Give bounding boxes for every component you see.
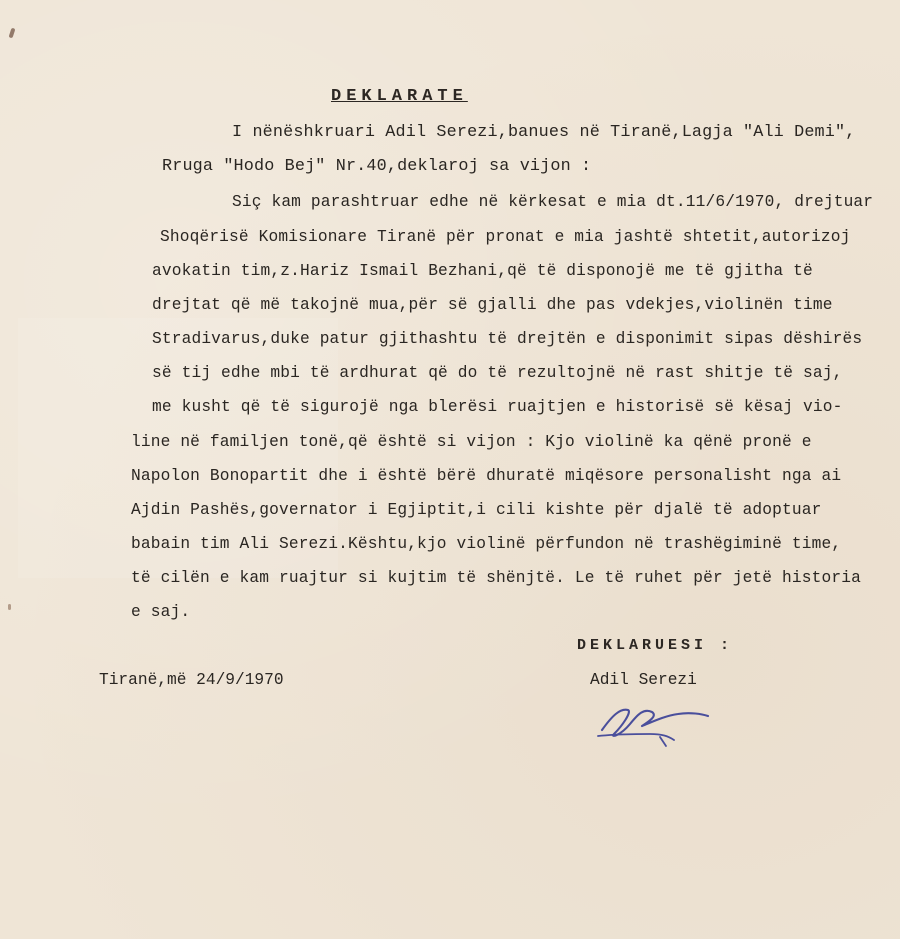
body-line: Ajdin Pashës,governator i Egjiptit,i cili kishte për djalë të adoptuar — [131, 501, 822, 519]
body-line: Rruga "Hodo Bej" Nr.40,deklaroj sa vijon : — [162, 157, 592, 176]
body-line: Napolon Bonopartit dhe i është bërë dhuratë miqësore personalisht nga ai — [131, 467, 842, 485]
body-line: e saj. — [131, 603, 191, 621]
body-line: drejtat që më takojnë mua,për së gjalli dhe pas vdekjes,violinën time — [152, 296, 833, 314]
body-line: me kusht që të sigurojë nga blerësi ruajtjen e historisë së kësaj vio- — [152, 398, 843, 416]
signature-icon — [594, 690, 714, 750]
body-line: së tij edhe mbi të ardhurat që do të rezultojnë në rast shitje të saj, — [152, 364, 843, 382]
ink-mark — [8, 604, 11, 610]
body-line: Shoqërisë Komisionare Tiranë për pronat e mia jashtë shtetit,autorizoj — [160, 228, 851, 246]
document-title: DEKLARATE — [331, 87, 468, 106]
declarant-name: Adil Serezi — [590, 671, 697, 689]
body-line: Stradivarus,duke patur gjithashtu të drejtën e disponimit sipas dëshirës — [152, 330, 863, 348]
ink-mark — [9, 28, 16, 39]
body-line: Siç kam parashtruar edhe në kërkesat e mia dt.11/6/1970, drejtuar — [232, 193, 874, 211]
body-line: avokatin tim,z.Hariz Ismail Bezhani,që të disponojë me të gjitha të — [152, 262, 813, 280]
body-line: I nënëshkruari Adil Serezi,banues në Tiranë,Lagja "Ali Demi", — [232, 123, 856, 142]
body-line: line në familjen tonë,që është si vijon : Kjo violinë ka qënë pronë e — [131, 433, 812, 451]
body-line: të cilën e kam ruajtur si kujtim të shënjtë. Le të ruhet për jetë historia — [131, 569, 861, 587]
declarant-label: DEKLARUESI : — [577, 637, 734, 654]
body-line: babain tim Ali Serezi.Kështu,kjo violinë përfundon në trashëgiminë time, — [131, 535, 842, 553]
place-date: Tiranë,më 24/9/1970 — [99, 671, 284, 689]
